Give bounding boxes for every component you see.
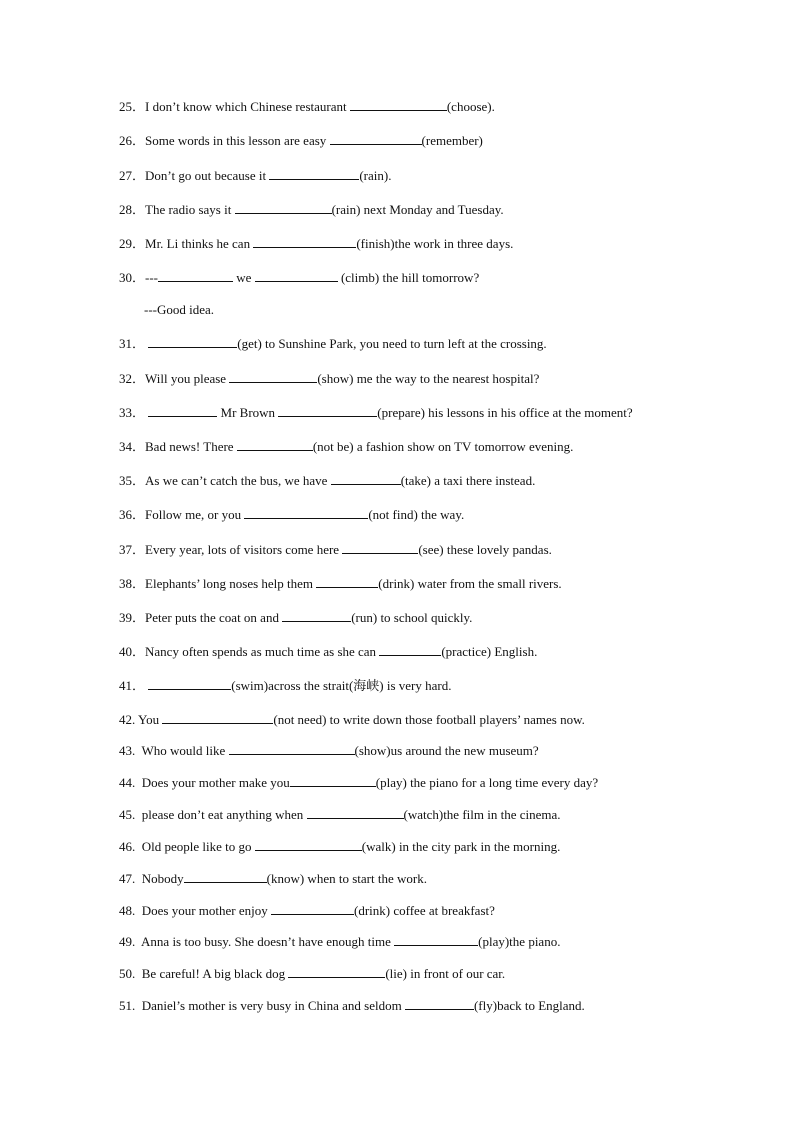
question-number: 26． [119, 133, 146, 148]
question-text: (not find) the way. [368, 507, 465, 522]
question-line [119, 933, 560, 949]
question-number: 37． [119, 542, 146, 557]
answer-blank[interactable] [253, 235, 356, 248]
question-number: 34． [119, 439, 146, 454]
question-text: Daniel’s mother is very busy in China and seldom [135, 998, 405, 1013]
question-text: (run) to school quickly. [351, 610, 473, 625]
question-text: Anna is too busy. She doesn’t have enough time [135, 934, 395, 949]
question-line [119, 541, 552, 557]
question-text: I don’t know which Chinese restaurant [145, 99, 350, 114]
question-line [119, 870, 427, 886]
question-text: (rain) next Monday and Tuesday. [331, 202, 504, 217]
answer-blank[interactable] [269, 167, 359, 180]
question-number: 28． [119, 202, 146, 217]
question-number: 44. [119, 775, 136, 790]
question-text: Don’t go out because it [145, 168, 270, 183]
question-text: Some words in this lesson are easy [145, 133, 330, 148]
question-line [119, 98, 495, 114]
question-line [119, 132, 483, 148]
question-text: (show) me the way to the nearest hospital? [317, 371, 540, 386]
question-text: Who would like [135, 743, 229, 758]
answer-blank[interactable] [255, 838, 362, 851]
question-line [119, 235, 513, 251]
question-line [119, 838, 560, 854]
question-number: 27． [119, 168, 146, 183]
question-text: (play)the piano. [478, 934, 561, 949]
question-text: (climb) the hill tomorrow? [337, 270, 480, 285]
question-text: please don’t eat anything when [135, 807, 307, 822]
question-number: 31． [119, 336, 146, 351]
question-text: (know) when to start the work. [266, 871, 427, 886]
question-line [119, 201, 504, 217]
question-line [119, 404, 633, 420]
question-number: 30． [119, 270, 146, 285]
answer-blank[interactable] [379, 643, 441, 656]
question-text: (choose). [446, 99, 495, 114]
question-text: --- [145, 270, 159, 285]
answer-blank[interactable] [330, 132, 422, 145]
answer-blank[interactable] [394, 933, 478, 946]
question-number: 46. [119, 839, 136, 854]
question-line [119, 472, 535, 488]
question-text: (fly)back to England. [473, 998, 585, 1013]
question-number: 35． [119, 473, 146, 488]
question-line [119, 902, 495, 918]
question-text: (lie) in front of our car. [385, 966, 506, 981]
question-text: (finish)the work in three days. [356, 236, 514, 251]
question-text: (rain). [359, 168, 392, 183]
question-text: Does your mother enjoy [135, 903, 272, 918]
question-text: (drink) water from the small rivers. [378, 576, 562, 591]
answer-blank[interactable] [184, 870, 267, 883]
question-text: As we can’t catch the bus, we have [145, 473, 331, 488]
question-line [119, 575, 562, 591]
question-line [119, 965, 505, 981]
question-text: Nancy often spends as much time as she can [145, 644, 380, 659]
question-line [119, 742, 539, 758]
question-line [119, 997, 585, 1013]
question-text: Will you please [145, 371, 230, 386]
answer-blank[interactable] [244, 506, 368, 519]
question-text: (remember) [421, 133, 483, 148]
question-text: Peter puts the coat on and [145, 610, 283, 625]
answer-blank[interactable] [316, 575, 378, 588]
question-text: Nobody [135, 871, 184, 886]
question-text: (walk) in the city park in the morning. [361, 839, 561, 854]
question-number: 40． [119, 644, 146, 659]
question-line [119, 438, 573, 454]
question-number: 43. [119, 743, 136, 758]
answer-blank[interactable] [229, 370, 317, 383]
question-text: (not be) a fashion show on TV tomorrow evening. [312, 439, 574, 454]
answer-blank[interactable] [271, 902, 354, 915]
question-number: 25． [119, 99, 146, 114]
question-number: 39． [119, 610, 146, 625]
question-text: Every year, lots of visitors come here [145, 542, 343, 557]
question-number: 33． [119, 405, 146, 420]
question-text: (see) these lovely pandas. [418, 542, 552, 557]
question-text: (drink) coffee at breakfast? [354, 903, 495, 918]
question-text: (get) to Sunshine Park, you need to turn left at the crossing. [237, 336, 547, 351]
question-number: 50. [119, 966, 136, 981]
question-text: Does your mother make you [135, 775, 290, 790]
question-text: You [135, 712, 163, 727]
question-text: (not need) to write down those football players’ names now. [273, 712, 585, 727]
question-number: 49. [119, 934, 136, 949]
question-line [119, 167, 391, 183]
question-text: we [233, 270, 255, 285]
question-number: 45. [119, 807, 136, 822]
question-line [119, 677, 452, 693]
question-text: (prepare) his lessons in his office at the moment? [377, 405, 633, 420]
question-number: 29． [119, 236, 146, 251]
question-number: 32． [119, 371, 146, 386]
question-line [119, 506, 464, 522]
answer-blank[interactable] [342, 541, 418, 554]
question-line [119, 335, 547, 351]
question-number: 38． [119, 576, 146, 591]
question-line [119, 609, 472, 625]
answer-blank[interactable] [235, 201, 332, 214]
question-line [119, 643, 537, 659]
question-line [119, 711, 585, 727]
question-number: 42. [119, 712, 136, 727]
question-text: (practice) English. [441, 644, 538, 659]
question-number: 36． [119, 507, 146, 522]
question-line [119, 806, 561, 822]
question-text: Mr. Li thinks he can [145, 236, 254, 251]
question-number: 47. [119, 871, 136, 886]
question-text: Mr Brown [217, 405, 279, 420]
question-text: Be careful! A big black dog [135, 966, 289, 981]
answer-blank[interactable] [148, 404, 217, 417]
answer-blank[interactable] [148, 335, 237, 348]
answer-blank[interactable] [229, 742, 355, 755]
answer-blank[interactable] [162, 711, 273, 724]
answer-blank[interactable] [282, 609, 351, 622]
question-line [119, 774, 598, 790]
question-text: (watch)the film in the cinema. [403, 807, 561, 822]
question-number: 41． [119, 678, 146, 693]
question-line [119, 370, 539, 386]
answer-blank[interactable] [331, 472, 401, 485]
answer-blank[interactable] [148, 677, 231, 690]
question-text: ---Good idea. [144, 302, 215, 317]
answer-blank[interactable] [307, 806, 404, 819]
question-text: The radio says it [145, 202, 235, 217]
question-line [144, 302, 214, 318]
answer-blank[interactable] [350, 98, 447, 111]
question-text: Bad news! There [145, 439, 237, 454]
answer-blank[interactable] [158, 269, 233, 282]
question-text: Elephants’ long noses help them [145, 576, 317, 591]
question-text: Old people like to go [135, 839, 255, 854]
question-number: 51. [119, 998, 136, 1013]
answer-blank[interactable] [405, 997, 474, 1010]
question-text: (play) the piano for a long time every day? [375, 775, 599, 790]
question-text: Follow me, or you [145, 507, 245, 522]
question-text: (take) a taxi there instead. [400, 473, 536, 488]
answer-blank[interactable] [290, 774, 376, 787]
question-text: (swim)across the strait(海峡) is very hard. [231, 678, 452, 693]
answer-blank[interactable] [237, 438, 313, 451]
question-line [119, 269, 479, 285]
question-number: 48. [119, 903, 136, 918]
answer-blank[interactable] [288, 965, 385, 978]
answer-blank[interactable] [278, 404, 377, 417]
question-text: (show)us around the new museum? [354, 743, 539, 758]
answer-blank[interactable] [255, 269, 338, 282]
